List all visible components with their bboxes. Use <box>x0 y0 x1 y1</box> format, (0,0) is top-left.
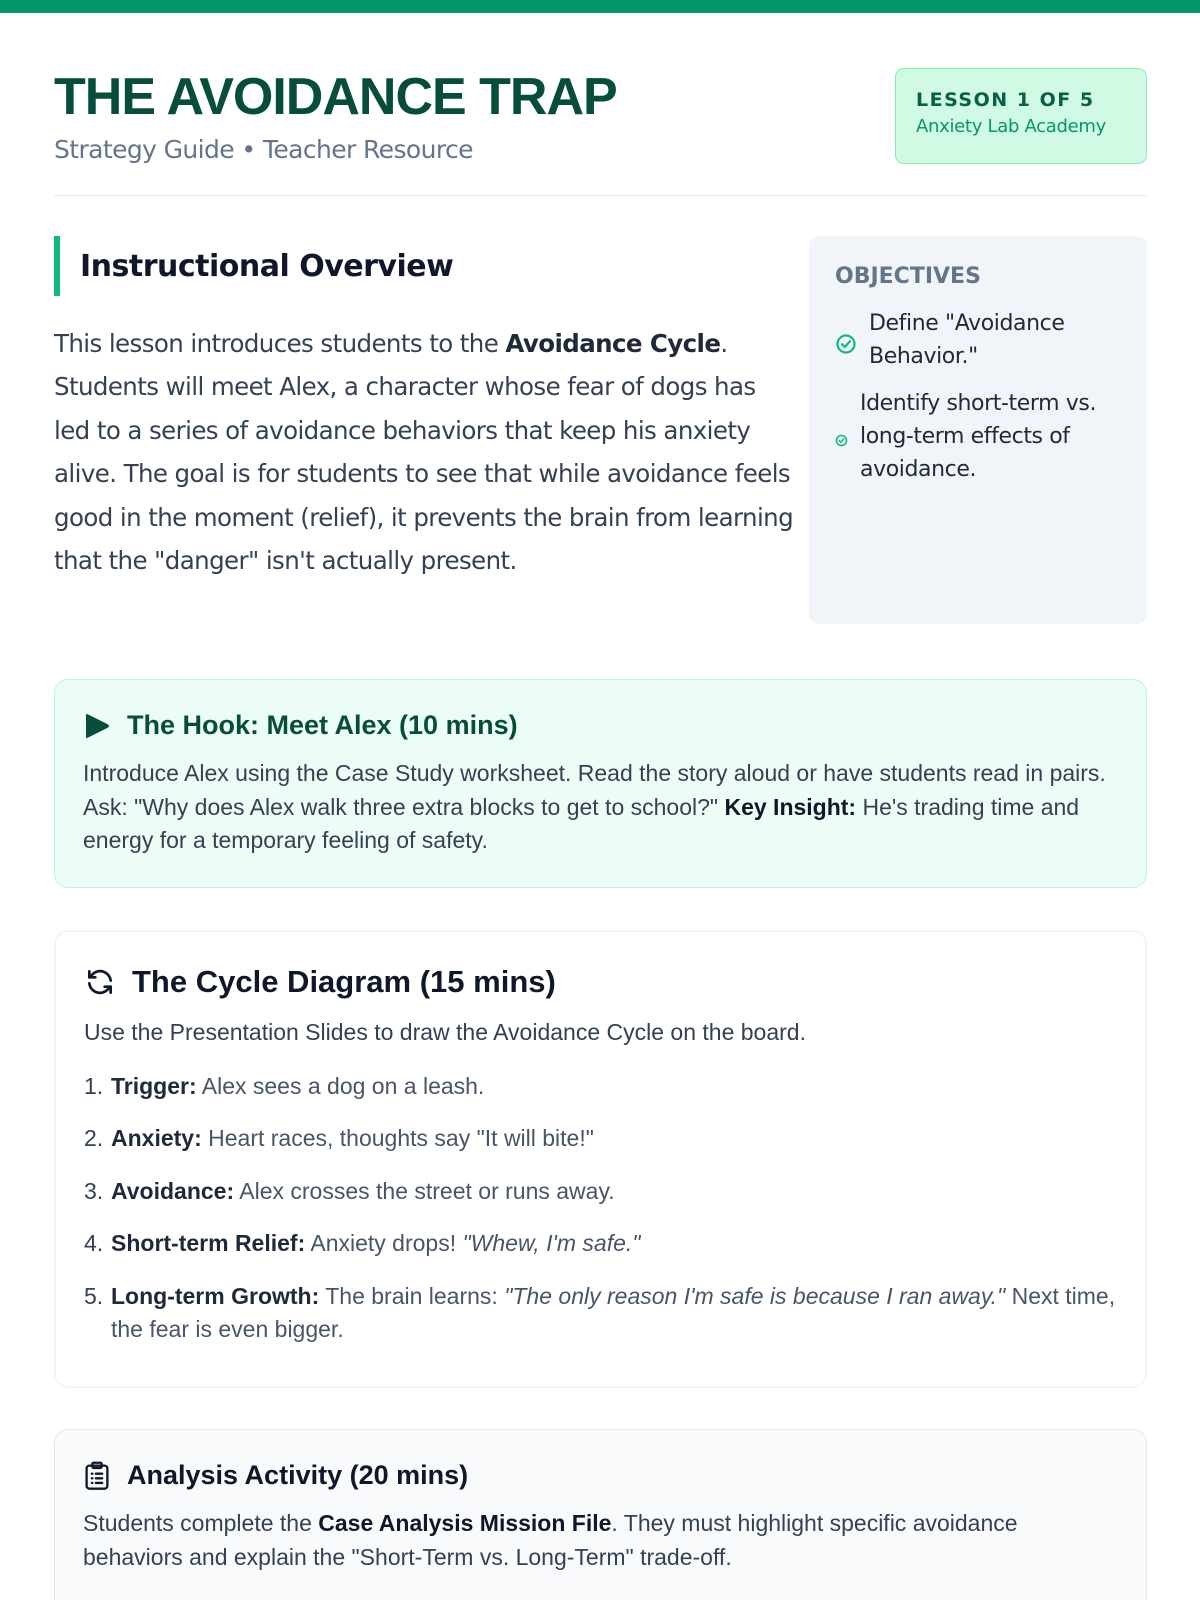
hook-text: Introduce Alex using the Case Study worksheet. Read the story aloud or have students read in pairs. Ask: "Why does Alex walk three extra blocks to get to school?" <box>83 760 1106 820</box>
analysis-heading <box>83 1460 1118 1491</box>
step-label: Avoidance: <box>111 1177 235 1204</box>
overview-emphasis: Avoidance Cycle <box>505 329 721 358</box>
overview-text-rest: . Students will meet Alex, a character whose fear of dogs has led to a series of avoidance behaviors that keep his anxiety alive. The goal is for students to see that while avoidance feels good in the moment (relief), it prevents the brain from learning that the "danger" isn't actually present. <box>54 329 794 576</box>
step-text: Anxiety drops! <box>305 1230 463 1256</box>
objectives-list <box>835 307 1121 486</box>
step-text: Alex sees a dog on a leash. <box>196 1072 485 1099</box>
clipboard-icon <box>83 1461 111 1491</box>
step-quote: "Whew, I'm safe." <box>462 1230 641 1256</box>
top-accent-bar <box>0 0 1200 13</box>
objective-item <box>835 387 1121 486</box>
step-text: Heart races, thoughts say "It will bite!" <box>201 1125 594 1151</box>
play-icon <box>83 712 111 740</box>
objective-text: Define "Avoidance Behavior." <box>869 311 1065 369</box>
cycle-card <box>54 930 1147 1388</box>
step-number: 4. <box>84 1230 104 1256</box>
objective-item <box>835 307 1121 373</box>
check-circle-icon <box>835 314 857 373</box>
step-text: The brain learns: <box>319 1282 505 1309</box>
overview-paragraph <box>54 322 794 582</box>
page-header <box>54 66 1147 196</box>
cycle-step <box>84 1227 1117 1261</box>
hook-text-rest: He's trading time and energy for a temporary feeling of safety. <box>83 793 1080 853</box>
hook-card <box>54 679 1147 888</box>
analysis-title: Analysis Activity (20 mins) <box>127 1460 469 1490</box>
objectives-heading: OBJECTIVES <box>835 264 981 289</box>
cycle-heading <box>84 964 1117 1000</box>
cycle-step <box>84 1175 1117 1209</box>
analysis-text: Students complete the <box>83 1510 319 1536</box>
analysis-body <box>83 1507 1118 1574</box>
hook-title: The Hook: Meet Alex (10 mins) <box>127 710 518 740</box>
cycle-step <box>84 1070 1117 1104</box>
analysis-text-rest: . They must highlight specific avoidance behaviors and explain the "Short-Term vs. Long-Term" trade-off. <box>83 1510 1018 1570</box>
cycle-step <box>84 1280 1117 1347</box>
instructional-overview <box>54 236 794 582</box>
cycle-intro: Use the Presentation Slides to draw the Avoidance Cycle on the board. <box>84 1019 806 1045</box>
step-number: 1. <box>84 1072 104 1099</box>
check-circle-icon <box>835 394 848 486</box>
cycle-step <box>84 1122 1117 1156</box>
cycle-steps <box>84 1070 1117 1347</box>
page-subtitle: Strategy Guide • Teacher Resource <box>54 135 473 164</box>
academy-name: Anxiety Lab Academy <box>916 116 1106 137</box>
step-number: 3. <box>84 1177 104 1204</box>
analysis-file-name: Case Analysis Mission File <box>318 1510 612 1536</box>
cycle-title: The Cycle Diagram (15 mins) <box>132 964 556 999</box>
step-number: 5. <box>84 1282 104 1309</box>
refresh-icon <box>84 966 116 998</box>
step-label: Trigger: <box>111 1072 197 1099</box>
overview-heading <box>54 236 794 296</box>
overview-title: Instructional Overview <box>80 248 454 284</box>
hook-body <box>83 757 1118 858</box>
step-text: Alex crosses the street or runs away. <box>234 1177 615 1204</box>
step-quote: "The only reason I'm safe is because I ran away." <box>504 1282 1006 1309</box>
analysis-card <box>54 1429 1147 1600</box>
lesson-badge <box>895 68 1147 164</box>
step-label: Short-term Relief: <box>111 1230 306 1256</box>
hook-heading <box>83 710 1118 741</box>
step-label: Anxiety: <box>111 1125 202 1151</box>
step-text-extra: Next time, the fear is even bigger. <box>111 1282 1116 1342</box>
objective-text: Identify short-term vs. long-term effects of avoidance. <box>860 391 1097 482</box>
step-number: 2. <box>84 1125 104 1151</box>
heading-accent-bar <box>54 236 60 296</box>
step-label: Long-term Growth: <box>111 1282 320 1309</box>
page-title: THE AVOIDANCE TRAP <box>54 68 617 126</box>
overview-text: This lesson introduces students to the <box>54 329 506 358</box>
lesson-number: LESSON 1 OF 5 <box>916 89 1095 111</box>
hook-key-insight-label: Key Insight: <box>724 793 857 820</box>
objectives-panel <box>809 236 1147 624</box>
